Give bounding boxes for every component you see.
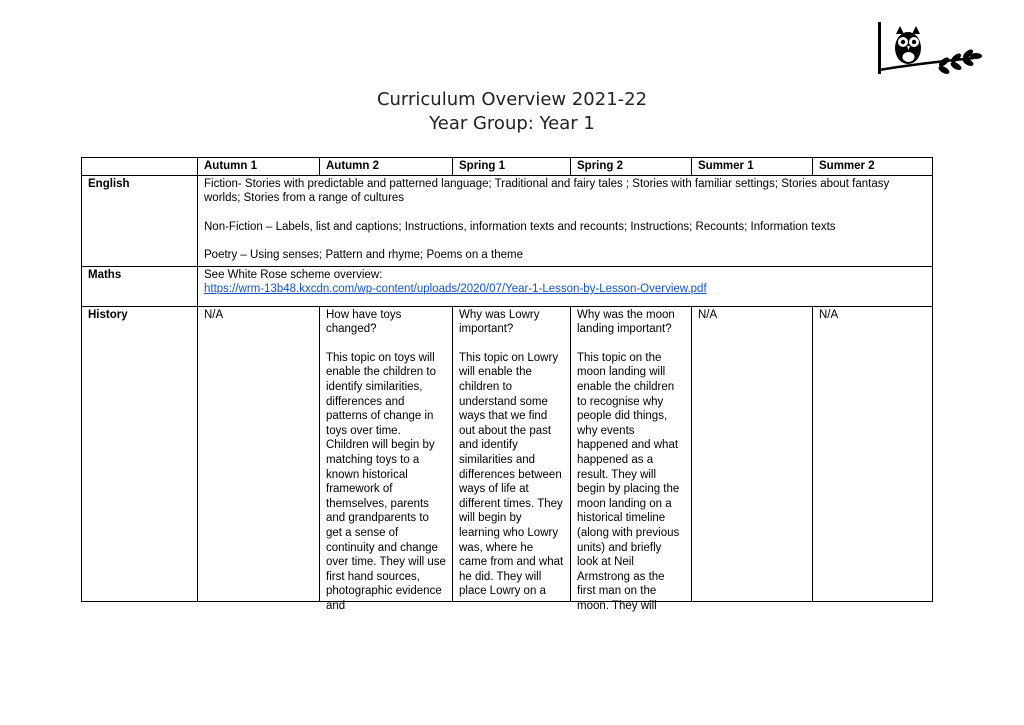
document-title: Curriculum Overview 2021-22 bbox=[376, 89, 648, 110]
header-cell-autumn-2: Autumn 2 bbox=[320, 158, 453, 176]
document-subtitle: Year Group: Year 1 bbox=[429, 113, 595, 134]
history-spring-1-body: This topic on Lowry will enable the children to understand some ways that we find out about the past and identify similarities and differences between ways of life at different times. They will begin by learning who Lowry was, where he came from and what he did. They will place Lowry on a bbox=[459, 351, 564, 598]
header-cell-empty bbox=[82, 158, 198, 176]
maths-content bbox=[198, 266, 933, 306]
header-cell-spring-1: Spring 1 bbox=[453, 158, 571, 176]
header-cell-autumn-1: Autumn 1 bbox=[198, 158, 320, 176]
table-row-english bbox=[82, 175, 933, 266]
english-fiction: Fiction- Stories with predictable and patterned language; Traditional and fairy tales ; Stories with familiar settings; Stories about fantasy worlds; Stories from a range of cultures bbox=[204, 177, 890, 205]
history-summer-2: N/A bbox=[813, 306, 933, 601]
maths-text: See White Rose scheme overview: bbox=[204, 268, 383, 281]
history-autumn-1: N/A bbox=[198, 306, 320, 601]
white-rose-link[interactable]: https://wrm-13b48.kxcdn.com/wp-content/uploads/2020/07/Year-1-Lesson-by-Lesson-Overview.pdf bbox=[204, 283, 707, 296]
header-cell-summer-1: Summer 1 bbox=[692, 158, 813, 176]
history-autumn-2-body: This topic on toys will enable the children to identify similarities, differences and patterns of change in toys over time. Children will begin by matching toys to a known historical framework of themselves, parents and grandparents to get a sense of continuity and change over time. They will use first hand sources, photographic evidence and bbox=[326, 351, 446, 612]
history-autumn-2 bbox=[320, 306, 453, 612]
history-autumn-2-title: How have toys changed? bbox=[326, 308, 402, 336]
header-cell-summer-2: Summer 2 bbox=[813, 158, 933, 176]
history-spring-2-title: Why was the moon landing important? bbox=[577, 308, 675, 336]
history-spring-1-title: Why was Lowry important? bbox=[459, 308, 540, 336]
header-cell-spring-2: Spring 2 bbox=[571, 158, 692, 176]
owl-on-branch-icon bbox=[874, 18, 984, 78]
table-header-row bbox=[82, 158, 933, 176]
english-poetry: Poetry – Using senses; Pattern and rhyme; Poems on a theme bbox=[204, 249, 523, 262]
history-summer-1: N/A bbox=[692, 306, 813, 601]
history-spring-2-body: This topic on the moon landing will enable the children to recognise why people did things, why events happened and what happened as a result. They will begin by placing the moon landing on a historical timeline (along with previous units) and briefly look at Neil Armstrong as the first man on the moon. They will bbox=[577, 351, 680, 612]
english-content bbox=[198, 175, 933, 266]
subject-maths: Maths bbox=[82, 266, 198, 306]
table-row-history bbox=[82, 306, 933, 601]
curriculum-table bbox=[81, 157, 933, 612]
document-header bbox=[0, 88, 1024, 136]
history-spring-1 bbox=[453, 306, 571, 601]
subject-english: English bbox=[82, 175, 198, 266]
table-row-maths bbox=[82, 266, 933, 306]
subject-history: History bbox=[82, 306, 198, 601]
history-spring-2 bbox=[571, 306, 692, 612]
english-nonfiction: Non-Fiction – Labels, list and captions; Instructions, information texts and recounts; Instructions; Recounts; Information texts bbox=[204, 220, 836, 233]
